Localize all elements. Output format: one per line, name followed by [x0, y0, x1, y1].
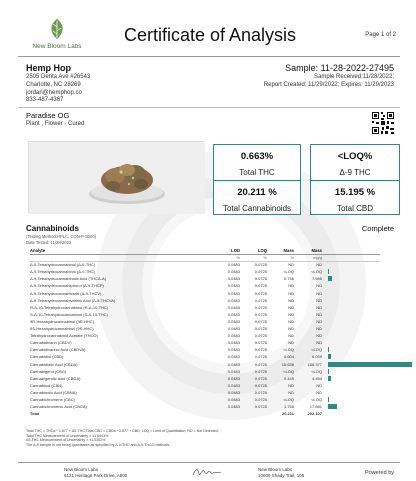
- lod-value: 0.0483: [227, 347, 240, 353]
- lod-value: 0.0483: [227, 326, 240, 332]
- qr-code-icon[interactable]: [371, 111, 395, 135]
- analyte-name: Δ-9-Tetrahydrocannabinolic Acid (THCA-A): [30, 276, 107, 282]
- analyte-name: 9S-Hexahydrocannabinol (9S-HHC): [30, 326, 94, 332]
- table-row: [30, 353, 412, 360]
- mass-pct-value: ND: [288, 382, 294, 388]
- table-row: [30, 290, 412, 297]
- mass-mg-value: ND: [316, 311, 322, 317]
- footnote-4: The Δ-9 sample is not being quantitated as specified by Δ-9-THC and Δ-9-THCO methods.: [26, 442, 171, 447]
- client-name: Hemp Hop: [26, 63, 71, 73]
- mass-pct-value: <LOQ: [283, 368, 294, 374]
- loq-value: 0.0725: [254, 354, 267, 360]
- loq-value: 0.0725: [254, 304, 267, 310]
- analyte-name: Δ-9-Tetrahydrocannabiphorol (Δ-9-THCP): [30, 283, 104, 289]
- mass-pct-value: <LOQ: [283, 396, 294, 402]
- loq-value: 0.0725: [254, 340, 267, 346]
- mass-pct-value: 0.445: [283, 375, 294, 381]
- section-title: Cannabinoids: [26, 224, 79, 233]
- mass-pct-value: <LOQ: [283, 347, 294, 353]
- footer-left-address: 6121 Heritage Park Drive, A500: [64, 472, 128, 478]
- analyte-name: Cannabigerolic Acid (CBGA): [30, 375, 81, 381]
- mass-mg-value: 202.107: [307, 411, 322, 417]
- mass-mg-value: ND: [316, 290, 322, 296]
- table-body: [30, 261, 412, 417]
- table-row: [30, 396, 412, 403]
- analyte-name: Tetrahydrocannabinol Acetate (THCO): [30, 333, 98, 339]
- mass-mg-value: ND: [316, 333, 322, 339]
- mass-mg-value: <LOQ: [311, 368, 322, 374]
- mass-pct-value: ND: [288, 304, 294, 310]
- footer-left-name: New Bloom Labs: [64, 467, 99, 472]
- footnote-1: Total THC = THCa * 0.877 + Δ9-THC;Total CBD = CBDa * 0.877 + CBD; LOQ = Limit of Quantitation; ND = Not Detected;: [26, 429, 219, 433]
- unit-loq: %: [263, 255, 267, 261]
- footnote-2: Total THC Measurement of Uncertainty = ±1.0403%: [26, 433, 109, 438]
- lod-value: 0.0483: [227, 340, 240, 346]
- mass-bar: [328, 354, 331, 359]
- mass-pct-value: ND: [288, 297, 294, 303]
- mass-pct-value: 1.768: [283, 404, 294, 410]
- signature-icon: [192, 466, 222, 478]
- table-row: [30, 311, 412, 318]
- mass-bar: [328, 369, 329, 374]
- product-type: Plant , Flower - Cured: [26, 121, 85, 127]
- mass-mg-value: ND: [316, 389, 322, 395]
- mass-pct-value: 0.604: [283, 354, 294, 360]
- mass-bar: [328, 362, 412, 367]
- mass-mg-value: ND: [316, 283, 322, 289]
- analyte-name: Cannabidiol (CBD): [30, 354, 64, 360]
- loq-value: 0.0725: [254, 326, 267, 332]
- lod-value: 0.0483: [227, 396, 240, 402]
- mass-mg-value: 166.377: [307, 361, 322, 367]
- cannabinoid-table: [30, 247, 412, 417]
- mass-mg-value: ND: [316, 326, 322, 332]
- lod-value: 0.0483: [227, 297, 240, 303]
- report-header: [0, 0, 416, 56]
- lod-value: 0.0483: [227, 375, 240, 381]
- footnote-3: Δ9-THC Measurement of Uncertainty = ±1.0302%: [26, 438, 106, 443]
- table-row: [30, 325, 412, 332]
- mass-pct-value: 20.211: [281, 411, 294, 417]
- mass-pct-value: <LOQ: [283, 269, 294, 275]
- analyte-name: Δ-9-Tetrahydrocannabivarinic Acid (Δ-9-THCVA): [30, 297, 116, 303]
- mass-pct-value: ND: [288, 318, 294, 324]
- lod-value: 0.0483: [227, 283, 240, 289]
- analyte-name: Cannabigerol (CBG): [30, 368, 67, 374]
- table-row: [30, 375, 412, 382]
- testing-method: (Testing Method:HPLC, CON-P-3000): [26, 234, 97, 239]
- mass-pct-value: 16.638: [281, 361, 294, 367]
- table-row: [30, 282, 412, 289]
- footnotes: [26, 429, 396, 447]
- mass-pct-value: ND: [288, 389, 294, 395]
- loq-value: 0.0725: [254, 290, 267, 296]
- client-info: [26, 63, 90, 105]
- lod-value: 0.0483: [227, 333, 240, 339]
- mass-bar: [328, 276, 332, 281]
- total-cbd-label: Total CBD: [336, 204, 373, 213]
- col-mass-pct: Mass: [283, 248, 294, 253]
- analyte-name: Cannabidivarinic Acid (CBDVA): [30, 347, 86, 353]
- lod-value: 0.0483: [227, 311, 240, 317]
- loq-value: 0.0725: [254, 375, 267, 381]
- total-cbd-value: 15.195 %: [334, 187, 376, 198]
- mass-pct-value: ND: [288, 290, 294, 296]
- page-title: Certificate of Analysis: [123, 25, 297, 45]
- table-row: [30, 361, 412, 368]
- analyte-name: Cannabinolic Acid (CBNA): [30, 389, 77, 395]
- mass-pct-value: ND: [288, 326, 294, 332]
- analyte-name: Cannabinol (CBN): [30, 382, 63, 388]
- lod-value: 0.0483: [227, 290, 240, 296]
- analyte-name: 9R-Hexahydrocannabinol (9R-HHC): [30, 318, 95, 324]
- mass-mg-value: ND: [316, 318, 322, 324]
- table-row: [30, 368, 412, 375]
- footer-right-address: 10606 Shady Trail, 105: [258, 472, 305, 478]
- mass-mg-value: ND: [316, 382, 322, 388]
- lod-value: 0.0483: [227, 361, 240, 367]
- product-info: [26, 112, 84, 128]
- lab-logo: [22, 18, 92, 52]
- table-row: [30, 339, 412, 346]
- analyte-name: Total: [30, 411, 40, 417]
- mass-mg-value: <LOQ: [311, 269, 322, 275]
- total-cannabinoids-card: [213, 180, 301, 215]
- mass-mg-value: ND: [316, 297, 322, 303]
- analyte-name: Cannabidiolic Acid (CBDA): [30, 361, 78, 367]
- table-row: [30, 346, 412, 353]
- footer-right-name: New Bloom Labs: [258, 467, 293, 472]
- mass-mg-value: 7.556: [311, 276, 322, 282]
- logo-text: New Bloom Labs: [32, 43, 82, 50]
- mass-pct-value: ND: [288, 283, 294, 289]
- loq-value: 0.0725: [254, 318, 267, 324]
- analyte-name: Δ-6-Tetrahydrocannabinol (Δ-6-THC): [30, 262, 96, 268]
- loq-value: 0.0725: [254, 389, 267, 395]
- table-units: [30, 254, 412, 261]
- table-row: [30, 332, 412, 339]
- client-phone: 833-487-4367: [26, 97, 64, 104]
- report-dates: Report Created: 11/29/2022; Expires: 11/29/2023: [263, 81, 394, 88]
- total-cannabinoids-value: 20.211 %: [237, 187, 277, 198]
- leaf-icon: [46, 18, 68, 40]
- lod-value: 0.0483: [227, 389, 240, 395]
- loq-value: 0.0725: [254, 262, 267, 268]
- table-row: [30, 297, 412, 304]
- mass-mg-value: 6.039: [311, 354, 322, 360]
- total-thc-label: Total THC: [239, 168, 275, 177]
- analyte-name: R-Δ-10-Tetrahydrocannabinol (R-Δ-10-THC): [30, 304, 109, 310]
- d9-thc-card: [310, 144, 400, 182]
- product-name: Paradise OG: [26, 111, 70, 120]
- mass-pct-value: 0.756: [283, 276, 294, 282]
- lod-value: 0.0483: [227, 318, 240, 324]
- total-cannabinoids-label: Total Cannabinoids: [222, 204, 292, 213]
- lod-value: 0.0483: [227, 304, 240, 310]
- analyte-name: Cannabichromene (CBC): [30, 396, 75, 402]
- mass-mg-value: ND: [316, 262, 322, 268]
- divider: [18, 462, 400, 463]
- powered-by: Powered by: [364, 470, 394, 476]
- mass-mg-value: <LOQ: [311, 396, 322, 402]
- loq-value: 0.0725: [254, 368, 267, 374]
- analyte-name: Cannabichromenic Acid (CBCA): [30, 404, 87, 410]
- loq-value: 0.0725: [254, 382, 267, 388]
- table-header: [30, 247, 412, 254]
- mass-mg-value: ND: [316, 340, 322, 346]
- col-mass-mg: Mass: [311, 248, 322, 253]
- lod-value: 0.0483: [227, 354, 240, 360]
- cannabis-flower-image: [29, 142, 205, 214]
- sample-received: Sample Received:11/28/2022;: [314, 74, 394, 80]
- lod-value: 0.0483: [227, 368, 240, 374]
- analyte-name: Δ-9-Tetrahydrocannabivarin (Δ-9-THCV): [30, 290, 102, 296]
- table-row: [30, 318, 412, 325]
- lod-value: 0.0483: [227, 276, 240, 282]
- lod-value: 0.0483: [227, 382, 240, 388]
- table-row: [30, 261, 412, 268]
- table-row: [30, 268, 412, 275]
- loq-value: 0.0725: [254, 347, 267, 353]
- table-row: [30, 410, 412, 417]
- unit-mass-mg: mg/g: [313, 255, 322, 261]
- mass-bar: [328, 347, 329, 352]
- loq-value: 0.0725: [254, 396, 267, 402]
- mass-mg-value: 4.454: [311, 375, 322, 381]
- analyte-name: Δ-9-Tetrahydrocannabinol (Δ-9-THC): [30, 269, 96, 275]
- total-thc-value: 0.663%: [240, 151, 274, 162]
- table-row: [30, 403, 412, 410]
- client-address-1: 2505 Derita Ave #26543: [26, 74, 91, 80]
- loq-value: 0.0725: [254, 283, 267, 289]
- unit-mass-pct: %: [290, 255, 294, 261]
- col-analyte: Analyte: [30, 248, 46, 253]
- mass-bar: [328, 376, 331, 381]
- mass-mg-value: ND: [316, 304, 322, 310]
- table-row: [30, 382, 412, 389]
- footer-lab-left: [64, 467, 127, 478]
- mass-pct-value: ND: [288, 311, 294, 317]
- mass-pct-value: ND: [288, 262, 294, 268]
- col-lod: LOD: [231, 248, 240, 253]
- loq-value: 0.0725: [254, 333, 267, 339]
- page-number: Page 1 of 2: [365, 32, 396, 38]
- loq-value: 0.0725: [254, 269, 267, 275]
- d9-thc-value: <LOQ%: [337, 151, 373, 162]
- mass-bar: [328, 269, 329, 274]
- mass-bar: [328, 397, 329, 402]
- sample-photo: [28, 141, 204, 213]
- total-cbd-card: [310, 180, 400, 215]
- mass-pct-value: ND: [288, 333, 294, 339]
- divider: [18, 107, 400, 108]
- loq-value: 0.0725: [254, 297, 267, 303]
- lod-value: 0.0483: [227, 404, 240, 410]
- unit-lod: %: [236, 255, 240, 261]
- footer-lab-right: [258, 467, 304, 478]
- loq-value: 0.0725: [254, 361, 267, 367]
- date-tested: Date Tested: 11/28/2022: [26, 239, 72, 245]
- d9-thc-label: Δ-9 THC: [339, 168, 371, 177]
- table-row: [30, 304, 412, 311]
- sample-id: Sample: 11-28-2022-27495: [285, 63, 394, 73]
- loq-value: 0.0725: [254, 276, 267, 282]
- col-loq: LOQ: [257, 248, 267, 253]
- lod-value: 0.0483: [227, 262, 240, 268]
- sample-info: [264, 63, 394, 90]
- mass-mg-value: <LOQ: [311, 347, 322, 353]
- mass-mg-value: 17.681: [309, 404, 322, 410]
- loq-value: 0.0725: [254, 404, 267, 410]
- section-meta: [26, 234, 96, 245]
- analyte-name: Cannabidivarin (CBDV): [30, 340, 72, 346]
- status-badge: Complete: [361, 224, 394, 233]
- loq-value: 0.0725: [254, 311, 267, 317]
- client-email[interactable]: jordan@hemphop.co: [26, 89, 82, 96]
- table-row: [30, 389, 412, 396]
- analyte-name: S-Δ-10-Tetrahydrocannabinol (S-Δ-10-THC): [30, 311, 108, 317]
- mass-bar: [328, 404, 337, 409]
- client-address-2: Charlotte, NC 28269: [26, 81, 81, 88]
- total-thc-card: [213, 144, 301, 182]
- table-row: [30, 275, 412, 282]
- lod-value: 0.0483: [227, 269, 240, 275]
- mass-pct-value: ND: [288, 340, 294, 346]
- divider: [18, 56, 400, 57]
